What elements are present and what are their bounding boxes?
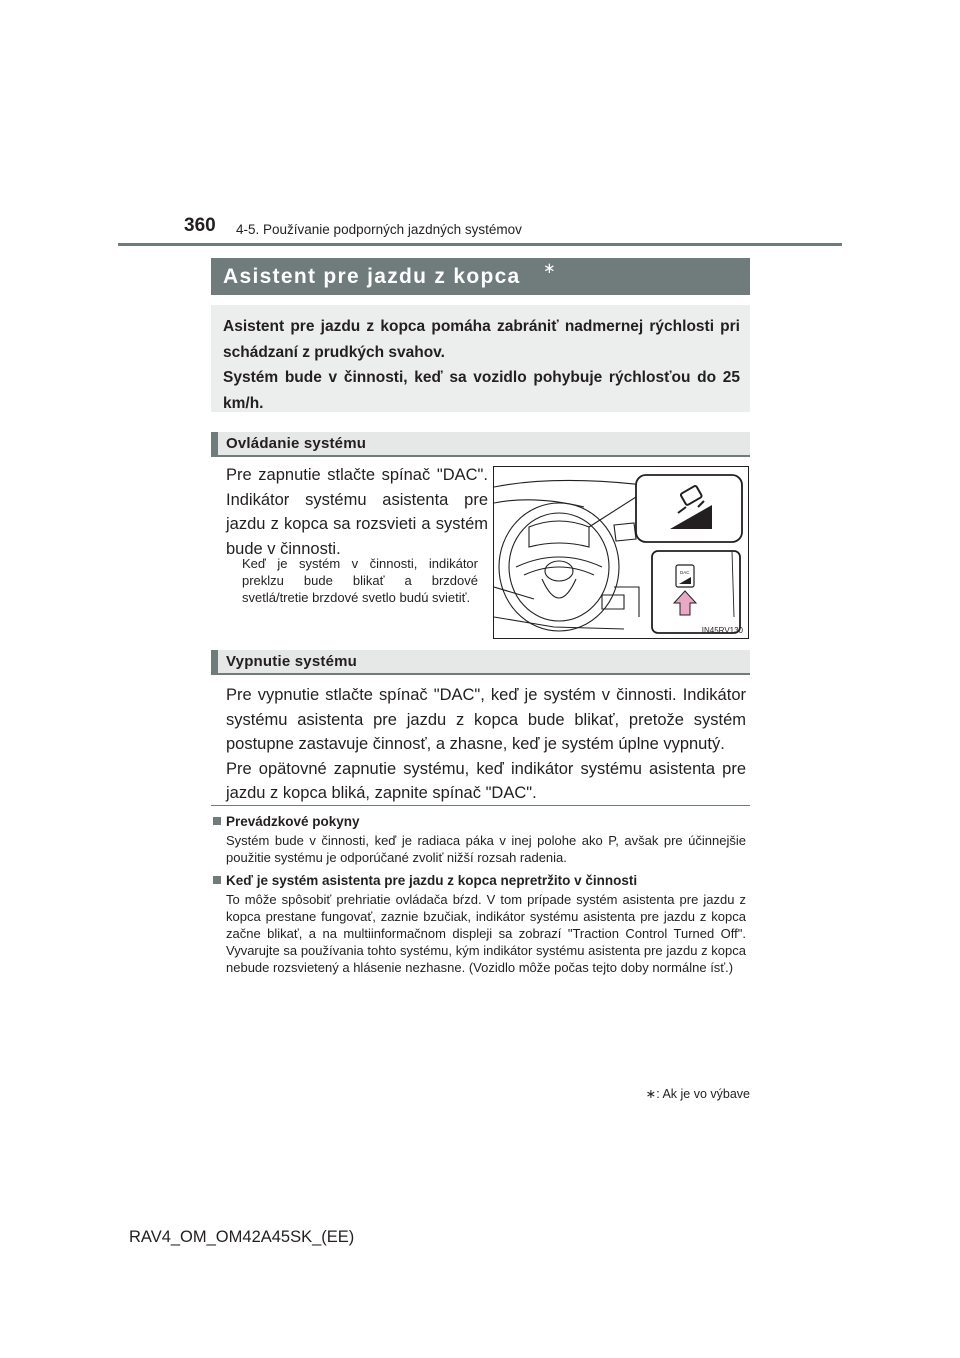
intro-line-1: Asistent pre jazdu z kopca pomáha zabrániť nadmernej rýchlosti pri schádzaní z prudkých svahov. [223, 318, 740, 361]
document-code: RAV4_OM_OM42A45SK_(EE) [129, 1228, 355, 1246]
section-heading-disable-text: Vypnutie systému [226, 653, 358, 670]
section-heading-disable [211, 650, 750, 675]
note-title: Prevádzkové pokyny [226, 814, 360, 829]
footnote [600, 1086, 750, 1101]
section2-body-1: Pre vypnutie stlačte spínač "DAC", keď je systém v činnosti. Indikátor systému asistenta pre jazdu z kopca bude blikať, pretože systém postupne zastavuje činnosť, a zhasne, keď je systém úplne vypnutý. [226, 686, 746, 753]
section-heading-operation [211, 432, 750, 457]
title-asterisk: ∗ [543, 260, 556, 277]
notes-divider [211, 805, 750, 806]
intro-box [211, 305, 750, 412]
square-bullet-icon [213, 876, 221, 884]
downhill-assist-indicator-icon [636, 475, 742, 542]
footnote-text: : Ak je vo výbave [656, 1087, 750, 1101]
dac-switch-icon [652, 551, 740, 633]
note-text: Systém bude v činnosti, keď je radiaca páka v inej polohe ako P, avšak pre účinnejšie použitie systému je odporúčané zvoliť nižší rozsah radenia. [226, 833, 746, 865]
note-text: To môže spôsobiť prehriatie ovládača bŕzd. V tom prípade systém asistenta pre jazdu z kopca prestane fungovať, zaznie bzučiak, indikátor systému asistenta pre jazdu z kopca začne blikať, a na multiinformačnom displeji sa zobrazí "Traction Control Turned Off". Vyvarujte sa používania tohto systému, kým indikátor systému asistenta pre jazdu z kopca nebude rozsvietený a hlásenie nezhasne. (Vozidlo môže počas tejto doby normálne ísť.) [226, 892, 746, 975]
figure-code: IN45RV130 [701, 626, 743, 635]
footnote-asterisk: ∗ [645, 1087, 657, 1101]
note-title: Keď je systém asistenta pre jazdu z kopca nepretržito v činnosti [226, 873, 638, 888]
section1-body: Pre zapnutie stlačte spínač "DAC". Indikátor systému asistenta pre jazdu z kopca sa rozsvieti a systém bude v činnosti. [226, 466, 488, 558]
section-title: Asistent pre jazdu z kopca [223, 265, 521, 288]
note-item [213, 873, 746, 976]
section-title-bar [211, 258, 750, 295]
svg-text:DAC: DAC [680, 570, 690, 575]
dashboard-illustration [494, 467, 749, 639]
notes-block [213, 814, 746, 976]
section1-note-block [242, 555, 478, 606]
note-item [213, 814, 746, 866]
section2-body-block [226, 683, 746, 806]
dashboard-figure [493, 466, 749, 639]
section1-note: Keď je systém v činnosti, indikátor preklzu bude blikať a brzdové svetlá/tretie brzdové svetlo budú svietiť. [242, 556, 478, 605]
section2-body-2: Pre opätovné zapnutie systému, keď indikátor systému asistenta pre jazdu z kopca bliká, zapnite spínač "DAC". [226, 759, 746, 802]
section1-body-block [226, 463, 488, 561]
header-divider [118, 243, 842, 246]
page-number: 360 [184, 215, 216, 236]
square-bullet-icon [213, 817, 221, 825]
section-heading-operation-text: Ovládanie systému [226, 435, 367, 452]
intro-line-2: Systém bude v činnosti, keď sa vozidlo pohybuje rýchlosťou do 25 km/h. [223, 369, 740, 412]
chapter-title: 4-5. Používanie podporných jazdných systémov [236, 222, 522, 237]
